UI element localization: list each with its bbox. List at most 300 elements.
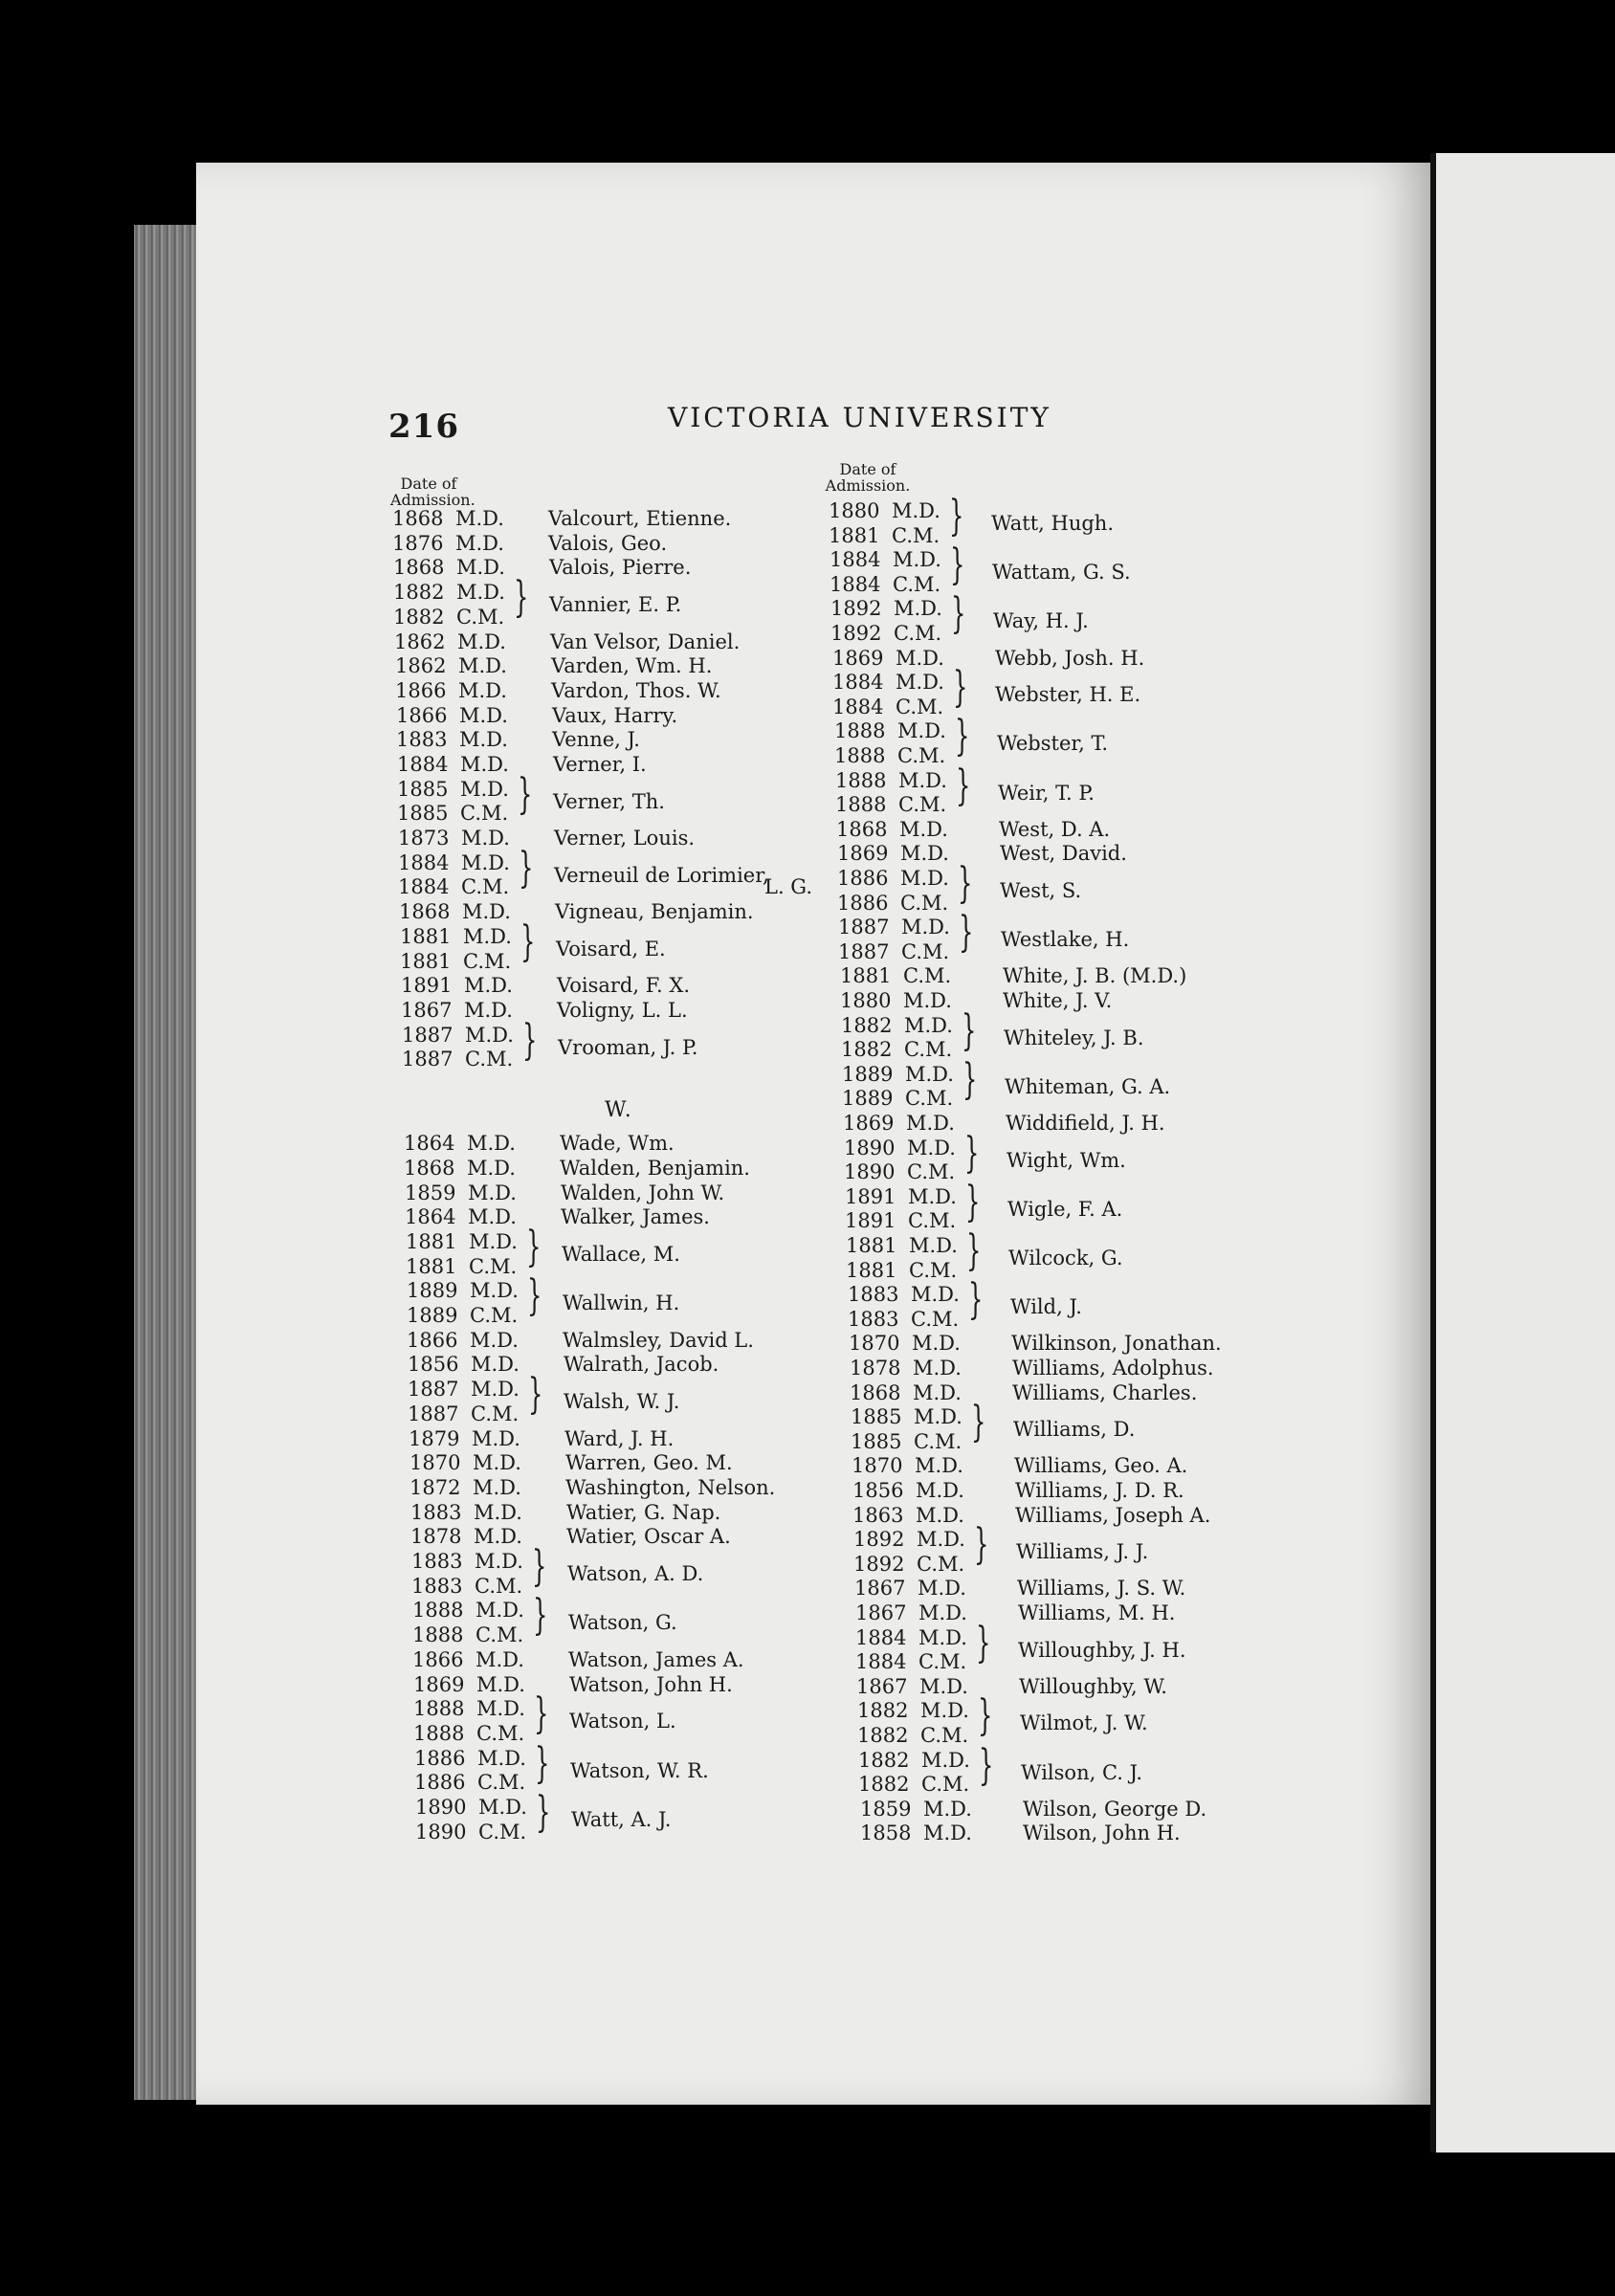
person-name: West, D. A. [999, 817, 1111, 841]
brace-symbol: } [968, 1275, 984, 1325]
degree: C.M. [476, 1623, 524, 1647]
admission-year: 1887 [838, 916, 890, 939]
person-name: Williams, J. D. R. [1015, 1479, 1184, 1502]
person-name: Watson, W. R. [570, 1758, 709, 1782]
degree: M.D. [461, 850, 510, 874]
admission-year: 1884 [832, 671, 884, 695]
person-name: Walrath, Jacob. [564, 1353, 719, 1377]
degree: C.M. [456, 605, 505, 629]
person-name: Watier, Oscar A. [566, 1525, 731, 1549]
admission-year: 1870 [852, 1454, 903, 1478]
admission-year: 1881 [400, 924, 452, 948]
person-name: Venne, J. [552, 728, 640, 752]
person-name: Washington, Nelson. [565, 1475, 776, 1499]
degree: M.D. [898, 768, 947, 792]
person-name: Vardon, Thos. W. [551, 678, 721, 702]
brace-symbol: } [958, 859, 973, 908]
page-number: 216 [388, 408, 459, 446]
degree: M.D. [475, 1550, 523, 1573]
degree: C.M. [896, 695, 944, 718]
degree: C.M. [921, 1773, 970, 1797]
degree: M.D. [473, 1451, 521, 1475]
degree: M.D. [462, 900, 511, 924]
person-name: Watson, James A. [568, 1647, 744, 1671]
person-name: Widdifield, J. H. [1006, 1112, 1165, 1135]
degree: C.M. [904, 1038, 953, 1062]
person-name: Wilson, George D. [1023, 1797, 1207, 1821]
person-name: Watson, L. [569, 1710, 676, 1733]
person-name: Wigle, F. A. [1007, 1197, 1123, 1221]
degree: C.M. [893, 572, 941, 596]
admission-year: 1884 [832, 695, 884, 718]
brace-symbol: } [974, 1520, 989, 1570]
admission-year: 1888 [412, 1623, 464, 1647]
person-name: Valcourt, Etienne. [548, 507, 732, 530]
degree: M.D. [474, 1525, 522, 1549]
brace-symbol: } [962, 1005, 977, 1055]
admission-year: 1876 [392, 531, 444, 555]
brace-symbol: } [959, 908, 974, 958]
facing-page-edge [1430, 153, 1615, 2152]
admission-year: 1887 [402, 1048, 454, 1071]
admission-year: 1870 [849, 1332, 900, 1356]
person-name: White, J. B. (M.D.) [1003, 964, 1187, 988]
admission-year: 1882 [857, 1723, 909, 1747]
person-name: Van Velsor, Daniel. [550, 629, 741, 653]
admission-year: 1886 [414, 1746, 466, 1770]
person-name: Wilmot, J. W. [1020, 1711, 1148, 1735]
degree: M.D. [465, 1023, 514, 1047]
degree: M.D. [455, 507, 504, 530]
brace-symbol: } [976, 1618, 991, 1667]
admission-year: 1866 [396, 703, 448, 727]
degree: M.D. [896, 646, 944, 670]
person-name: Webb, Josh. H. [995, 646, 1145, 670]
admission-year: 1886 [837, 891, 889, 915]
admission-year: 1892 [853, 1552, 905, 1576]
person-name: Way, H. J. [993, 609, 1089, 633]
admission-year: 1883 [848, 1307, 899, 1331]
degree: M.D. [467, 1156, 516, 1180]
admission-year: 1886 [837, 867, 889, 890]
admission-year: 1869 [843, 1112, 895, 1135]
person-name: Vaux, Harry. [552, 703, 678, 727]
person-name: Watt, A. J. [571, 1808, 672, 1831]
degree: C.M. [463, 949, 512, 973]
person-name: Wilson, C. J. [1021, 1760, 1143, 1784]
degree: C.M. [478, 1820, 527, 1843]
person-name: Vigneau, Benjamin. [555, 900, 754, 924]
degree: M.D. [468, 1181, 517, 1204]
person-name: Warren, Geo. M. [565, 1451, 733, 1475]
admission-year: 1862 [394, 629, 446, 653]
degree: M.D. [471, 1378, 520, 1402]
admission-year: 1885 [397, 777, 449, 801]
admission-year: 1883 [396, 728, 448, 752]
brace-symbol: } [965, 1177, 981, 1226]
person-name: Verner, Louis. [554, 827, 696, 850]
admission-year: 1882 [841, 1013, 893, 1037]
degree: M.D. [913, 1380, 962, 1404]
admission-year: 1868 [393, 556, 445, 580]
person-name: Williams, J. J. [1016, 1540, 1149, 1564]
person-name: Valois, Pierre. [549, 556, 692, 580]
degree: C.M. [892, 523, 940, 547]
brace-symbol: } [536, 1788, 551, 1837]
admission-year: 1888 [835, 793, 887, 817]
admission-year: 1883 [411, 1574, 463, 1598]
person-name: Walker, James. [561, 1205, 710, 1229]
admission-year: 1880 [829, 499, 880, 522]
person-name: Watson, G. [568, 1611, 677, 1635]
admission-year: 1886 [414, 1771, 466, 1795]
brace-symbol: } [520, 916, 536, 966]
degree: C.M. [476, 1721, 525, 1745]
admission-year: 1883 [411, 1550, 463, 1573]
degree: M.D. [478, 1796, 527, 1819]
admission-year: 1889 [407, 1279, 458, 1303]
person-name: Wade, Wm. [560, 1132, 675, 1156]
admission-year: 1890 [415, 1796, 467, 1819]
admission-year: 1868 [404, 1156, 455, 1180]
admission-year: 1866 [412, 1647, 464, 1671]
degree: M.D. [918, 1625, 967, 1649]
left-column-header: Date of Admission. [390, 475, 476, 509]
admission-year: 1867 [854, 1577, 906, 1601]
person-name: Williams, J. S. W. [1017, 1577, 1186, 1601]
admission-year: 1856 [408, 1353, 459, 1377]
degree: M.D. [476, 1672, 525, 1696]
degree: C.M. [917, 1552, 965, 1576]
degree: M.D. [476, 1599, 524, 1623]
person-name: Wild, J. [1010, 1295, 1082, 1319]
brace-symbol: } [962, 1054, 978, 1104]
person-name: Wilson, John H. [1023, 1821, 1181, 1845]
degree: M.D. [893, 548, 941, 572]
degree: M.D. [904, 1013, 953, 1037]
person-name: Whiteman, G. A. [1005, 1074, 1171, 1098]
person-name: Williams, Charles. [1012, 1380, 1198, 1404]
person-name: Walsh, W. J. [564, 1390, 680, 1414]
degree: C.M. [900, 891, 949, 915]
degree: C.M. [901, 939, 950, 963]
degree: C.M. [907, 1160, 956, 1184]
degree: C.M. [903, 964, 952, 988]
degree: C.M. [911, 1307, 960, 1331]
admission-year: 1863 [852, 1503, 904, 1527]
degree: M.D. [911, 1283, 960, 1307]
degree: C.M. [914, 1429, 962, 1453]
degree: M.D. [894, 597, 942, 621]
brace-symbol: } [971, 1398, 986, 1447]
person-name: West, S. [1000, 879, 1082, 902]
admission-year: 1882 [857, 1699, 909, 1723]
degree: M.D. [901, 916, 950, 939]
person-name: Wallwin, H. [563, 1292, 680, 1315]
person-name-continued: L. G. [764, 875, 812, 899]
degree: M.D. [460, 777, 509, 801]
degree: M.D. [906, 1112, 955, 1135]
degree: C.M. [905, 1087, 954, 1111]
admission-year: 1882 [858, 1773, 910, 1797]
admission-year: 1892 [853, 1528, 905, 1552]
person-name: Williams, Adolphus. [1012, 1357, 1214, 1380]
brace-symbol: } [979, 1740, 994, 1790]
admission-year: 1866 [395, 678, 447, 702]
admission-year: 1869 [837, 842, 889, 866]
admission-year: 1881 [846, 1234, 897, 1257]
admission-year: 1881 [840, 964, 892, 988]
admission-year: 1868 [836, 817, 888, 841]
degree: M.D. [474, 1500, 522, 1524]
degree: M.D. [916, 1479, 964, 1502]
person-name: Wallace, M. [562, 1242, 680, 1266]
degree: M.D. [459, 728, 508, 752]
admission-year: 1867 [401, 999, 453, 1022]
degree: M.D. [899, 817, 948, 841]
person-name: Watier, G. Nap. [566, 1500, 721, 1524]
degree: M.D. [463, 924, 512, 948]
admission-year: 1867 [856, 1674, 908, 1698]
person-name: Williams, M. H. [1018, 1601, 1176, 1624]
degree: M.D. [460, 753, 509, 776]
degree: M.D. [473, 1475, 521, 1499]
admission-year: 1890 [844, 1160, 896, 1184]
degree: C.M. [460, 802, 509, 826]
person-name: Whiteley, J. B. [1004, 1026, 1144, 1049]
admission-year: 1884 [830, 548, 881, 572]
degree: C.M. [477, 1771, 526, 1795]
person-name: White, J. V. [1003, 989, 1113, 1012]
admission-year: 1856 [852, 1479, 904, 1502]
section-letter-w: W. [605, 1098, 633, 1122]
person-name: West, David. [1000, 842, 1127, 866]
degree: M.D. [915, 1454, 963, 1478]
admission-year: 1884 [830, 572, 881, 596]
admission-year: 1892 [830, 621, 882, 645]
degree: M.D. [461, 827, 510, 850]
admission-year: 1882 [841, 1038, 893, 1062]
admission-year: 1878 [410, 1525, 462, 1549]
degree: M.D. [464, 974, 513, 998]
person-name: Webster, T. [997, 732, 1109, 756]
admission-year: 1888 [413, 1697, 465, 1721]
degree: M.D. [892, 499, 940, 522]
person-name: Varden, Wm. H. [551, 654, 713, 678]
admission-year: 1882 [393, 605, 445, 629]
brace-symbol: } [528, 1370, 543, 1420]
person-name: Wilkinson, Jonathan. [1011, 1332, 1222, 1356]
degree: C.M. [897, 743, 946, 767]
degree: M.D. [918, 1601, 967, 1624]
person-name: Verner, Th. [553, 789, 665, 813]
brace-symbol: } [950, 541, 965, 590]
admission-year: 1862 [395, 654, 447, 678]
degree: C.M. [894, 621, 942, 645]
degree: M.D. [916, 1503, 964, 1527]
person-name: Verner, I. [553, 753, 647, 776]
admission-year: 1889 [842, 1062, 894, 1086]
degree: M.D. [913, 1357, 962, 1380]
admission-year: 1881 [406, 1229, 457, 1253]
admission-year: 1890 [415, 1820, 467, 1843]
degree: M.D. [908, 1184, 957, 1208]
admission-year: 1869 [832, 646, 884, 670]
degree: M.D. [471, 1353, 520, 1377]
brace-symbol: } [519, 843, 534, 893]
brace-symbol: } [966, 1226, 982, 1275]
person-name: Walmsley, David L. [563, 1328, 754, 1352]
admission-year: 1868 [399, 900, 451, 924]
degree: M.D. [900, 842, 949, 866]
admission-year: 1881 [829, 523, 880, 547]
person-name: Wight, Wm. [1007, 1148, 1126, 1172]
degree: C.M. [471, 1402, 520, 1425]
admission-year: 1890 [844, 1136, 896, 1159]
degree: M.D. [457, 629, 506, 653]
admission-year: 1883 [848, 1283, 899, 1307]
brace-symbol: } [956, 761, 971, 810]
person-name: Westlake, H. [1001, 928, 1130, 952]
right-column-header: Date of Admission. [825, 460, 911, 495]
admission-year: 1885 [851, 1429, 902, 1453]
admission-year: 1868 [850, 1380, 901, 1404]
admission-year: 1892 [830, 597, 882, 621]
degree: M.D. [477, 1746, 526, 1770]
degree: M.D. [472, 1426, 520, 1450]
person-name: Voligny, L. L. [557, 999, 688, 1022]
brace-symbol: } [949, 492, 964, 541]
person-name: Vannier, E. P. [549, 593, 682, 617]
brace-symbol: } [518, 769, 533, 819]
person-name: Wilcock, G. [1008, 1247, 1123, 1269]
degree: M.D. [470, 1279, 519, 1303]
degree: M.D. [897, 719, 946, 743]
admission-year: 1872 [409, 1475, 461, 1499]
person-name: Vrooman, J. P. [558, 1035, 698, 1059]
degree: M.D. [458, 678, 507, 702]
degree: M.D. [909, 1234, 958, 1257]
degree: C.M. [908, 1209, 957, 1233]
degree: M.D. [469, 1229, 518, 1253]
admission-year: 1881 [400, 949, 452, 973]
admission-year: 1884 [398, 875, 450, 899]
degree: C.M. [918, 1650, 967, 1674]
degree: C.M. [465, 1048, 514, 1071]
degree: M.D. [912, 1332, 961, 1356]
admission-year: 1885 [397, 802, 449, 826]
admission-year: 1891 [401, 974, 453, 998]
degree: M.D. [896, 671, 944, 695]
person-name: Walden, Benjamin. [560, 1156, 750, 1180]
admission-year: 1867 [855, 1601, 907, 1624]
page-title: VICTORIA UNIVERSITY [668, 402, 1051, 433]
admission-year: 1891 [845, 1209, 896, 1233]
degree: M.D. [470, 1328, 519, 1352]
admission-year: 1868 [392, 507, 444, 530]
admission-year: 1884 [398, 850, 450, 874]
admission-year: 1887 [408, 1378, 459, 1402]
admission-year: 1889 [407, 1303, 458, 1327]
degree: M.D. [464, 999, 513, 1022]
person-name: Weir, T. P. [998, 781, 1095, 805]
person-name: Verneuil de Lorimier, [554, 863, 769, 887]
admission-year: 1858 [860, 1821, 912, 1845]
book-page-edges [134, 225, 201, 2100]
admission-year: 1881 [846, 1258, 897, 1282]
degree: M.D. [456, 556, 505, 580]
admission-year: 1888 [834, 719, 886, 743]
degree: M.D. [456, 581, 505, 605]
admission-year: 1888 [834, 743, 886, 767]
person-name: Webster, H. E. [995, 683, 1141, 707]
degree: M.D. [917, 1528, 965, 1552]
person-name: Watson, John H. [569, 1672, 733, 1696]
degree: M.D. [467, 1132, 516, 1156]
admission-year: 1859 [860, 1797, 912, 1821]
degree: M.D. [455, 531, 504, 555]
person-name: Williams, D. [1013, 1418, 1136, 1442]
admission-year: 1869 [413, 1672, 465, 1696]
degree: C.M. [469, 1254, 518, 1278]
degree: M.D. [923, 1821, 972, 1845]
admission-year: 1873 [398, 827, 450, 850]
person-name: Wattam, G. S. [992, 561, 1131, 585]
book-page [196, 163, 1430, 2105]
admission-year: 1887 [408, 1402, 459, 1425]
degree: M.D. [468, 1205, 517, 1229]
admission-year: 1880 [840, 989, 892, 1012]
admission-year: 1864 [405, 1205, 456, 1229]
person-name: Willoughby, J. H. [1018, 1638, 1186, 1662]
admission-year: 1888 [835, 768, 887, 792]
brace-symbol: } [534, 1689, 549, 1739]
brace-symbol: } [533, 1591, 548, 1641]
person-name: Willoughby, W. [1019, 1674, 1167, 1698]
degree: C.M. [909, 1258, 958, 1282]
admission-year: 1884 [855, 1650, 907, 1674]
brace-symbol: } [951, 589, 966, 639]
admission-year: 1884 [855, 1625, 907, 1649]
admission-year: 1882 [858, 1748, 910, 1772]
admission-year: 1864 [404, 1132, 455, 1156]
admission-year: 1883 [410, 1500, 462, 1524]
degree: M.D. [476, 1647, 524, 1671]
brace-symbol: } [978, 1691, 993, 1741]
admission-year: 1859 [405, 1181, 456, 1204]
degree: M.D. [919, 1674, 968, 1698]
brace-symbol: } [522, 1015, 538, 1065]
admission-year: 1887 [402, 1023, 454, 1047]
degree: M.D. [900, 867, 949, 890]
admission-year: 1882 [393, 581, 445, 605]
brace-symbol: } [535, 1738, 550, 1788]
brace-symbol: } [527, 1271, 542, 1321]
person-name: Williams, Geo. A. [1014, 1454, 1188, 1478]
brace-symbol: } [514, 573, 529, 623]
degree: C.M. [475, 1574, 523, 1598]
brace-symbol: } [953, 663, 968, 713]
degree: M.D. [921, 1748, 970, 1772]
degree: M.D. [459, 703, 508, 727]
person-name: Williams, Joseph A. [1015, 1503, 1211, 1527]
degree: M.D. [907, 1136, 956, 1159]
admission-year: 1885 [851, 1405, 902, 1429]
person-name: Watson, A. D. [567, 1562, 704, 1585]
admission-year: 1884 [397, 753, 449, 776]
person-name: Walden, John W. [561, 1181, 725, 1204]
brace-symbol: } [532, 1542, 547, 1591]
